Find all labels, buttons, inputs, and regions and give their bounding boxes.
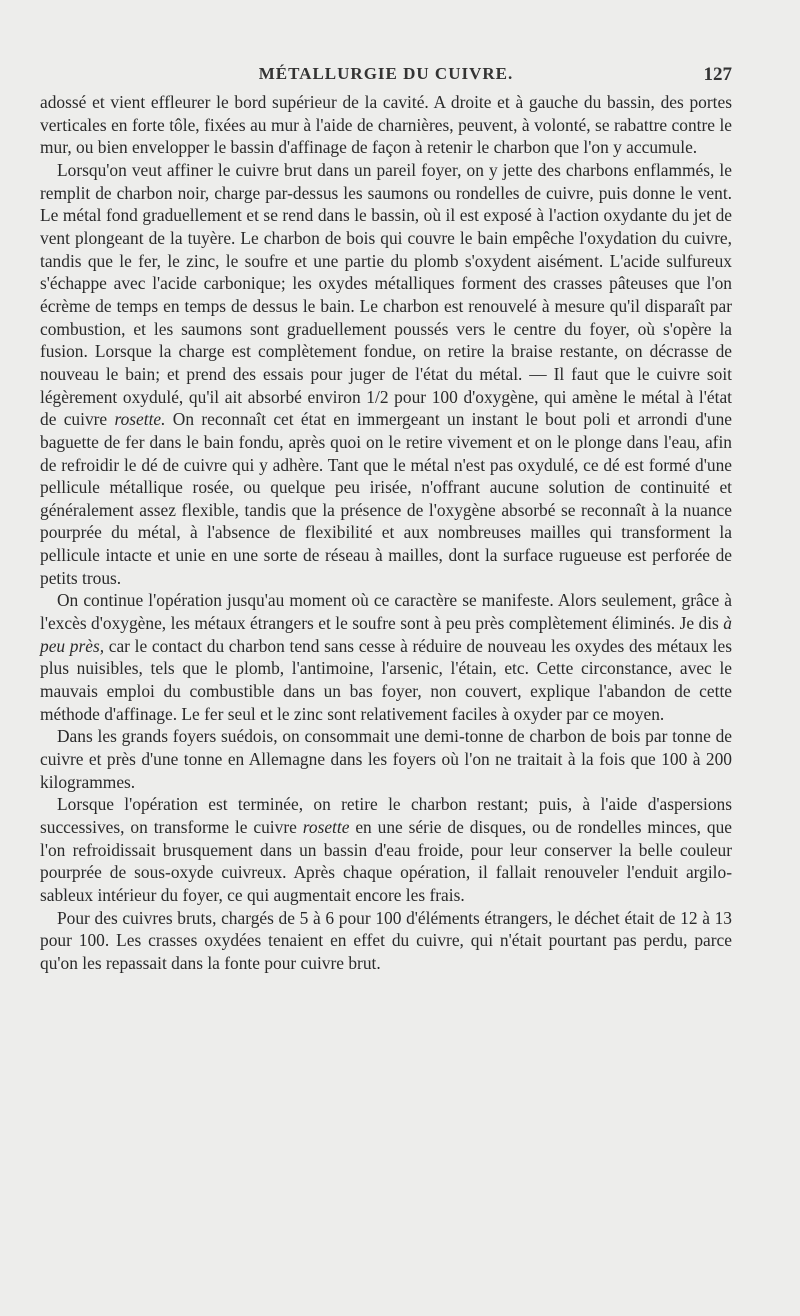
paragraph-continued: adossé et vient effleurer le bord supérieur de la cavité. A droite et à gauche du bassin, des portes verticales en forte tôle, fixées au mur à l'aide de charnières, peuvent, à volonté, se rabattre contre le mur, ou bien envelopper le bassin d'affinage de façon à retenir le charbon que l'on y accumule. xyxy=(40,92,732,158)
text-run: Lorsqu'on veut affiner le cuivre brut dans un pareil foyer, on y jette des charbons enflammés, le remplit de charbon noir, charge par-dessus les saumons ou rondelles de cuivre, puis donne le vent. Le métal fond graduellement et se rend dans le bassin, où il est exposé à l'action oxydante du jet de vent plongeant de la tuyère. Le charbon de bois qui couvre le bain empêche l'oxydation du cuivre, tandis que le fer, le zinc, le soufre et une partie du plomb s'oxydent aisément. L'acide sulfureux s'échappe avec l'acide carbonique; les oxydes métalliques forment des crasses pâteuses que l'on écrème de temps en temps de dessus le bain. Le charbon est renouvelé à mesure qu'il disparaît par combustion, et les saumons sont graduellement poussés vers le centre du foyer, où s'opère la fusion. Lorsque la charge est complètement fondue, on retire la braise restante, on décrasse de nouveau le bain; et prend des essais pour juger de l'état du métal. — Il faut que le cuivre soit légèrement oxydulé, qu'il ait absorbé environ 1/2 pour 100 d'oxygène, qui amène le métal à l'état de cuivre xyxy=(40,159,732,430)
running-title: MÉTALLURGIE DU CUIVRE. xyxy=(258,64,514,83)
text-run: On continue l'opération jusqu'au moment où ce caractère se manifeste. Alors seulement, grâce à l'excès d'oxygène, les métaux étrangers et le soufre sont à peu près complètement éliminés. Je dis xyxy=(40,590,732,634)
paragraph-losses: Pour des cuivres bruts, chargés de 5 à 6 pour 100 d'éléments étrangers, le déchet était de 12 à 13 pour 100. Les crasses oxydées tenaient en effet du cuivre, qui n'était pourtant pas perdu, parce qu'on les repassait dans la fonte pour cuivre brut. xyxy=(40,907,732,973)
body-text xyxy=(40,91,732,975)
text-run: On reconnaît cet état en immergeant un instant le bout poli et arrondi d'une baguette de fer dans le bain fondu, après quoi on le retire vivement et on le plonge dans l'eau, afin de refroidir le dé de cuivre qui y adhère. Tant que le métal n'est pas oxydulé, ce dé est formé d'une pellicule métallique rosée, ou quelque peu irisée, n'offrant aucune solution de continuité et généralement assez flexible, tandis que la présence de l'oxygène absorbé se reconnaît à la nuance pourprée du métal, à l'absence de flexibilité et aux nombreuses mailles qui transforment la pellicule intacte et unie en une sorte de réseau à mailles, dont la surface rugueuse est perforée de petits trous. xyxy=(40,409,733,588)
italic-term-a-peu-pres: à peu près, xyxy=(40,613,732,656)
paragraph-elimination xyxy=(40,589,732,725)
page-header xyxy=(40,64,732,94)
text-run: en une série de disques, ou de rondelles minces, que l'on refroidissait brusquement dans un bassin d'eau froide, pour leur conserver la belle couleur pourprée de sous-oxyde cuivreux. Après chaque opération, il fallait renouveler l'enduit argilo-sableux intérieur du foyer, ce qui augmentait encore les frais. xyxy=(40,817,732,905)
text-run: Lorsque l'opération est terminée, on retire le charbon restant; puis, à l'aide d'aspersions successives, on transforme le cuivre xyxy=(40,794,732,837)
italic-term-rosette: rosette xyxy=(302,817,350,837)
paragraph-charcoal-consumption: Dans les grands foyers suédois, on consommait une demi-tonne de charbon de bois par tonne de cuivre et près d'une tonne en Allemagne dans les foyers où l'on ne traitait à la fois que 100 à 200 kilogrammes. xyxy=(40,726,732,792)
paragraph-end-of-operation xyxy=(40,793,732,906)
paragraph-refining-process xyxy=(40,159,732,589)
page-number: 127 xyxy=(703,64,732,85)
italic-term-rosette: rosette. xyxy=(114,409,166,430)
text-run: car le contact du charbon tend sans cesse à réduire de nouveau les oxydes des métaux les plus nuisibles, tels que le plomb, l'antimoine, l'arsenic, l'étain, etc. Cette circonstance, avec le mauvais emploi du combustible dans un bas foyer, non couvert, explique l'abandon de cette méthode d'affinage. Le fer seul et le zinc sont relativement faciles à oxyder par ce moyen. xyxy=(40,635,732,724)
